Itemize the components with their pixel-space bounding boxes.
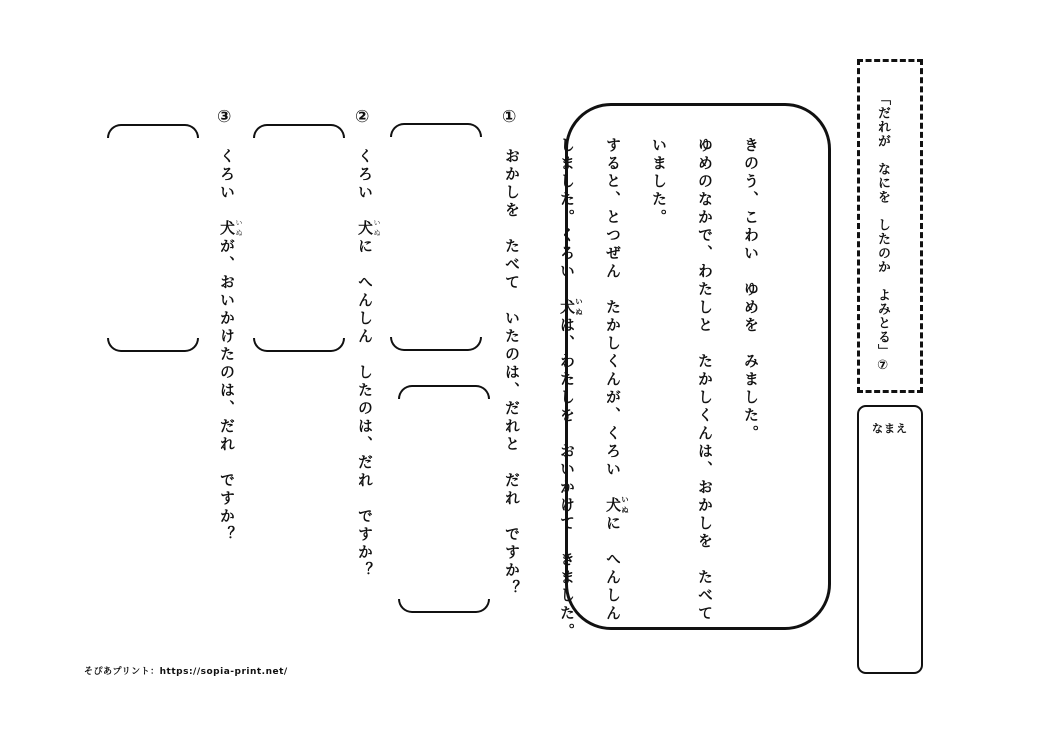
inu-furigana: いぬ: [574, 297, 584, 319]
name-field-box[interactable]: [857, 405, 923, 674]
story-line-4-part-a: すると、とつぜん たかしくんが、くろい: [604, 137, 622, 497]
answer-box-1b[interactable]: [398, 385, 490, 613]
footer-credit: そぴあプリント：https://sopia-print.net/: [84, 667, 288, 677]
question-3-number: ③: [217, 107, 232, 127]
name-label: なまえ: [872, 422, 908, 435]
bracket-top: [390, 123, 482, 137]
worksheet-title: 「だれが なにを したのか よみとる」⑦: [875, 92, 890, 374]
question-2-text: [355, 148, 381, 580]
story-line-4: [604, 137, 630, 623]
story-line-4-part-b: に へんしん: [604, 515, 622, 623]
bracket-bottom: [390, 337, 482, 351]
inu-kanji-char: 犬: [356, 219, 374, 239]
story-line-5-part-b: は、わたしを おいかけて きました。: [558, 317, 576, 641]
answer-box-1a[interactable]: [390, 123, 482, 351]
worksheet-title-box: [857, 59, 923, 393]
inu-furigana: いぬ: [373, 219, 381, 239]
inu-furigana: いぬ: [620, 495, 630, 517]
inu-kanji: [356, 219, 381, 239]
bracket-bottom: [398, 599, 490, 613]
bracket-bottom: [107, 338, 199, 352]
question-3-text-b: が、おいかけたのは、だれ ですか？: [218, 238, 236, 544]
inu-kanji: [558, 297, 584, 319]
question-1-number: ①: [502, 107, 517, 127]
inu-kanji-char: 犬: [218, 219, 236, 239]
story-line-1: きのう、こわい ゆめを みました。: [742, 137, 760, 443]
inu-kanji-char: 犬: [558, 297, 576, 319]
inu-furigana: いぬ: [235, 219, 243, 239]
bracket-top: [253, 124, 345, 138]
bracket-top: [107, 124, 199, 138]
story-box: [558, 103, 831, 641]
question-2-text-b: に へんしん したのは、だれ ですか？: [356, 238, 374, 580]
story-text: [544, 137, 774, 641]
answer-box-3[interactable]: [107, 124, 199, 352]
inu-kanji: [604, 495, 630, 517]
inu-kanji-char: 犬: [604, 495, 622, 517]
question-2-number: ②: [355, 107, 370, 127]
story-line-5: [558, 137, 584, 641]
story-line-5-part-a: しました。くろい: [558, 137, 576, 299]
inu-kanji: [218, 219, 243, 239]
question-3-text: [217, 148, 243, 544]
bracket-bottom: [253, 338, 345, 352]
story-line-2: ゆめのなかで、わたしと たかしくんは、おかしを たべて: [696, 137, 714, 623]
story-line-3: いました。: [650, 137, 668, 227]
question-2-text-a: くろい: [356, 148, 374, 220]
question-3-text-a: くろい: [218, 148, 236, 220]
bracket-top: [398, 385, 490, 399]
answer-box-2[interactable]: [253, 124, 345, 352]
question-1-text: おかしを たべて いたのは、だれと だれ ですか？: [503, 148, 521, 598]
